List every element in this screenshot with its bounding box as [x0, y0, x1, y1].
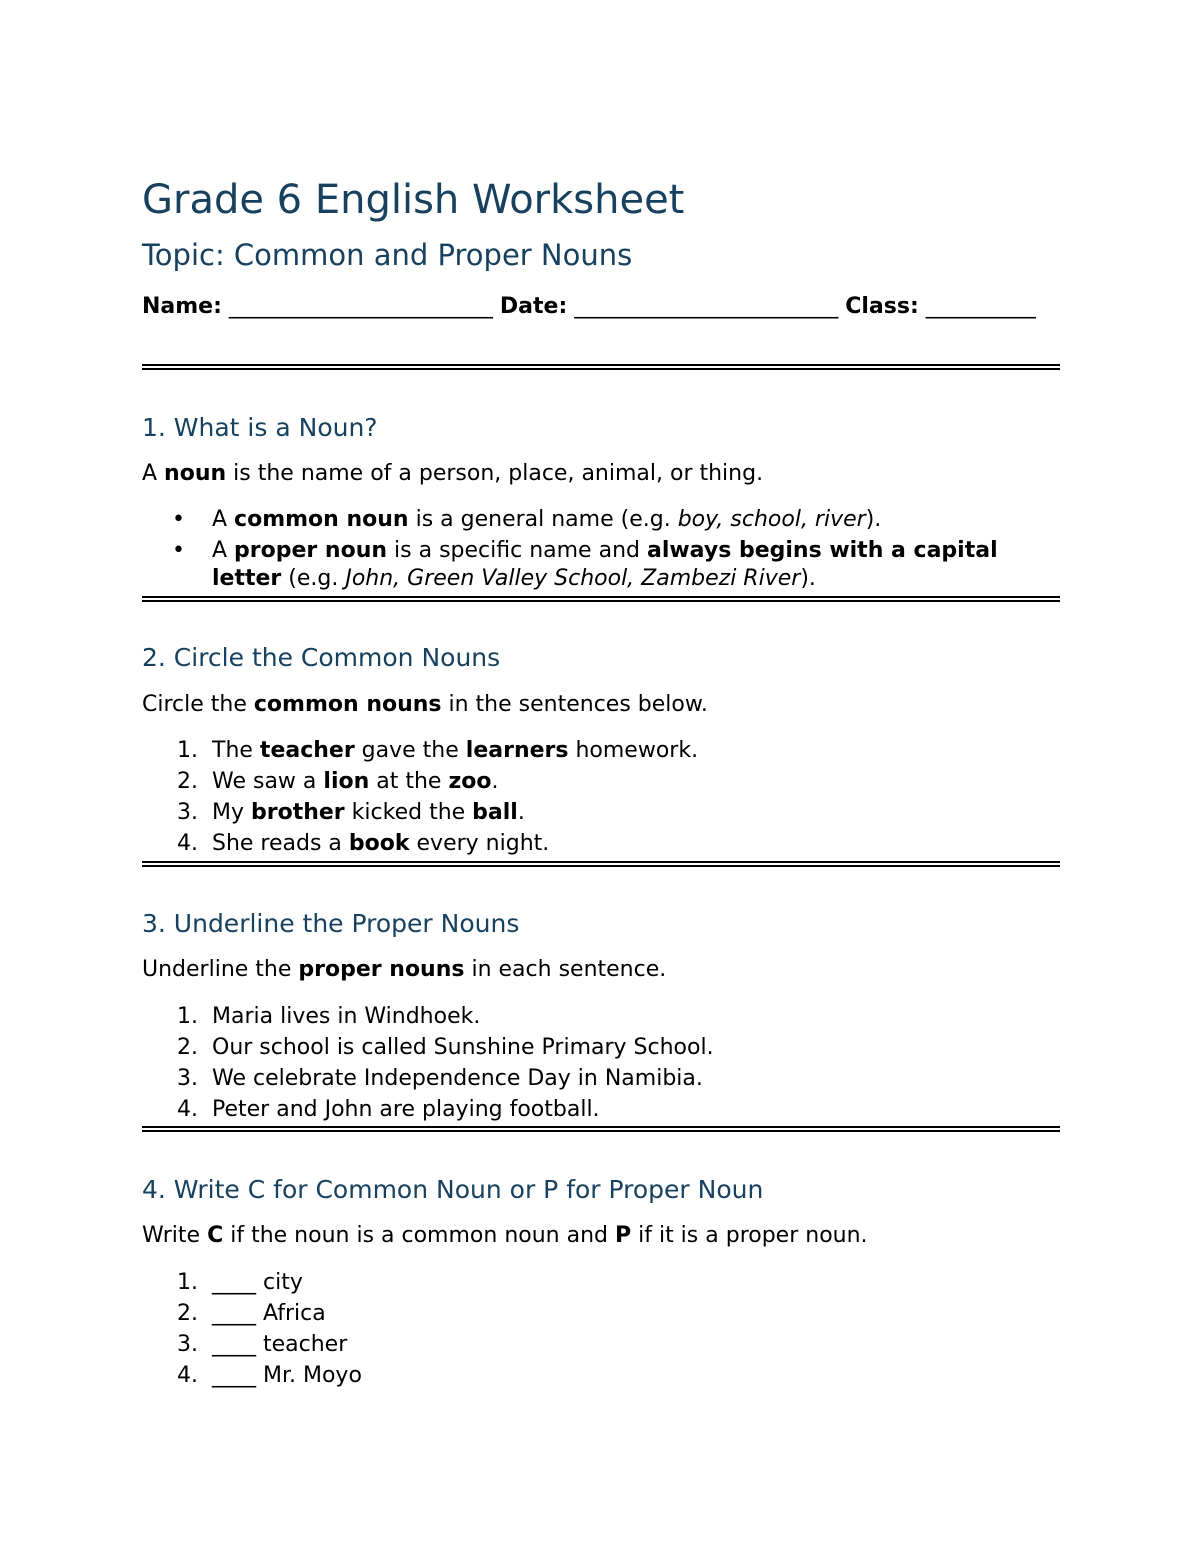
text: is a specific name and	[387, 538, 647, 563]
divider	[142, 861, 1060, 867]
bold-term: teacher	[259, 738, 355, 763]
text: gave the	[354, 738, 466, 763]
text: .	[517, 800, 525, 825]
example-text: boy, school, river	[677, 507, 866, 532]
name-label: Name:	[142, 294, 222, 319]
text: is the name of a person, place, animal, or thing.	[226, 461, 764, 486]
item-number: 4.	[177, 831, 198, 856]
sentence-text: We celebrate Independence Day in Namibia.	[212, 1066, 703, 1091]
bold-term: brother	[251, 800, 345, 825]
item-number: 2.	[177, 769, 198, 794]
bold-term: zoo	[448, 769, 492, 794]
list-item	[142, 1329, 1060, 1360]
sentence-text: Peter and John are playing football.	[212, 1097, 600, 1122]
section-heading-3: 3. Underline the Proper Nouns	[142, 909, 520, 938]
text: in the sentences below.	[441, 692, 708, 717]
class-label: Class:	[845, 294, 919, 319]
text: every night.	[409, 831, 550, 856]
item-number: 2.	[177, 1301, 198, 1326]
text: My	[212, 800, 251, 825]
bold-term: proper nouns	[298, 957, 465, 982]
list-item	[142, 1267, 1060, 1298]
section4-instruction	[142, 1223, 868, 1249]
text: Circle the	[142, 692, 254, 717]
list-item	[142, 1001, 1060, 1032]
definition-list	[142, 506, 1060, 596]
bold-term: C	[207, 1223, 224, 1248]
list-item	[142, 537, 1060, 593]
answer-blank: ____	[212, 1363, 256, 1388]
text: kicked the	[344, 800, 473, 825]
bold-term: book	[348, 831, 410, 856]
bold-term: lion	[323, 769, 370, 794]
text: ).	[800, 566, 816, 591]
item-number: 1.	[177, 738, 198, 763]
divider	[142, 364, 1060, 370]
text: .	[491, 769, 499, 794]
divider	[142, 1126, 1060, 1132]
example-text: John, Green Valley School, Zambezi River	[345, 566, 801, 591]
noun-word: Africa	[263, 1301, 326, 1326]
bold-term: common noun	[234, 507, 409, 532]
class-blank: __________	[925, 294, 1036, 319]
item-number: 4.	[177, 1097, 198, 1122]
page-subtitle: Topic: Common and Proper Nouns	[142, 238, 633, 272]
bold-term: proper noun	[234, 538, 388, 563]
list-item	[142, 766, 1060, 797]
text: A	[212, 538, 235, 563]
bold-term: P	[614, 1223, 632, 1248]
list-item	[142, 735, 1060, 766]
list-item	[142, 828, 1060, 859]
section1-intro	[142, 461, 763, 487]
bold-term: ball	[472, 800, 518, 825]
list-item	[142, 1360, 1060, 1391]
item-number: 1.	[177, 1270, 198, 1295]
text: in each sentence.	[464, 957, 667, 982]
text: Write	[142, 1223, 208, 1248]
text: ).	[865, 507, 882, 532]
date-label: Date:	[499, 294, 568, 319]
section2-instruction	[142, 692, 708, 718]
list-item	[142, 1063, 1060, 1094]
text: A	[142, 461, 165, 486]
sentence-text: Maria lives in Windhoek.	[212, 1004, 481, 1029]
text: We saw a	[212, 769, 324, 794]
proper-noun-list	[142, 1001, 1060, 1125]
item-number: 3.	[177, 1332, 198, 1357]
student-info-line	[142, 290, 1060, 324]
page-title: Grade 6 English Worksheet	[142, 177, 685, 223]
bold-term: learners	[465, 738, 569, 763]
noun-word: teacher	[263, 1332, 348, 1357]
section3-instruction	[142, 957, 666, 983]
sentence-text: Our school is called Sunshine Primary School.	[212, 1035, 714, 1060]
divider	[142, 596, 1060, 602]
answer-blank: ____	[212, 1301, 256, 1326]
common-noun-list	[142, 735, 1060, 859]
text: homework.	[568, 738, 699, 763]
section-heading-1: 1. What is a Noun?	[142, 413, 378, 442]
item-number: 2.	[177, 1035, 198, 1060]
section-heading-4: 4. Write C for Common Noun or P for Proper Noun	[142, 1175, 764, 1204]
name-blank: ________________________	[228, 294, 493, 319]
text: A	[212, 507, 235, 532]
classify-noun-list	[142, 1267, 1060, 1391]
text: is a general name (e.g.	[408, 507, 678, 532]
list-item	[142, 1032, 1060, 1063]
text: if the noun is a common noun and	[223, 1223, 615, 1248]
text: at the	[369, 769, 449, 794]
item-number: 1.	[177, 1004, 198, 1029]
bold-term: noun	[164, 461, 227, 486]
answer-blank: ____	[212, 1270, 256, 1295]
list-item	[142, 506, 1060, 534]
text: if it is a proper noun.	[631, 1223, 868, 1248]
list-item	[142, 1298, 1060, 1329]
section-heading-2: 2. Circle the Common Nouns	[142, 643, 501, 672]
text: (e.g.	[281, 566, 346, 591]
answer-blank: ____	[212, 1332, 256, 1357]
text: Underline the	[142, 957, 299, 982]
list-item	[142, 797, 1060, 828]
bold-term: common nouns	[253, 692, 442, 717]
text: She reads a	[212, 831, 349, 856]
list-item	[142, 1094, 1060, 1125]
noun-word: Mr. Moyo	[263, 1363, 362, 1388]
noun-word: city	[263, 1270, 303, 1295]
item-number: 3.	[177, 1066, 198, 1091]
date-blank: ________________________	[574, 294, 839, 319]
text: The	[212, 738, 260, 763]
item-number: 4.	[177, 1363, 198, 1388]
bold-term: always begins with a capital letter	[212, 538, 998, 591]
item-number: 3.	[177, 800, 198, 825]
